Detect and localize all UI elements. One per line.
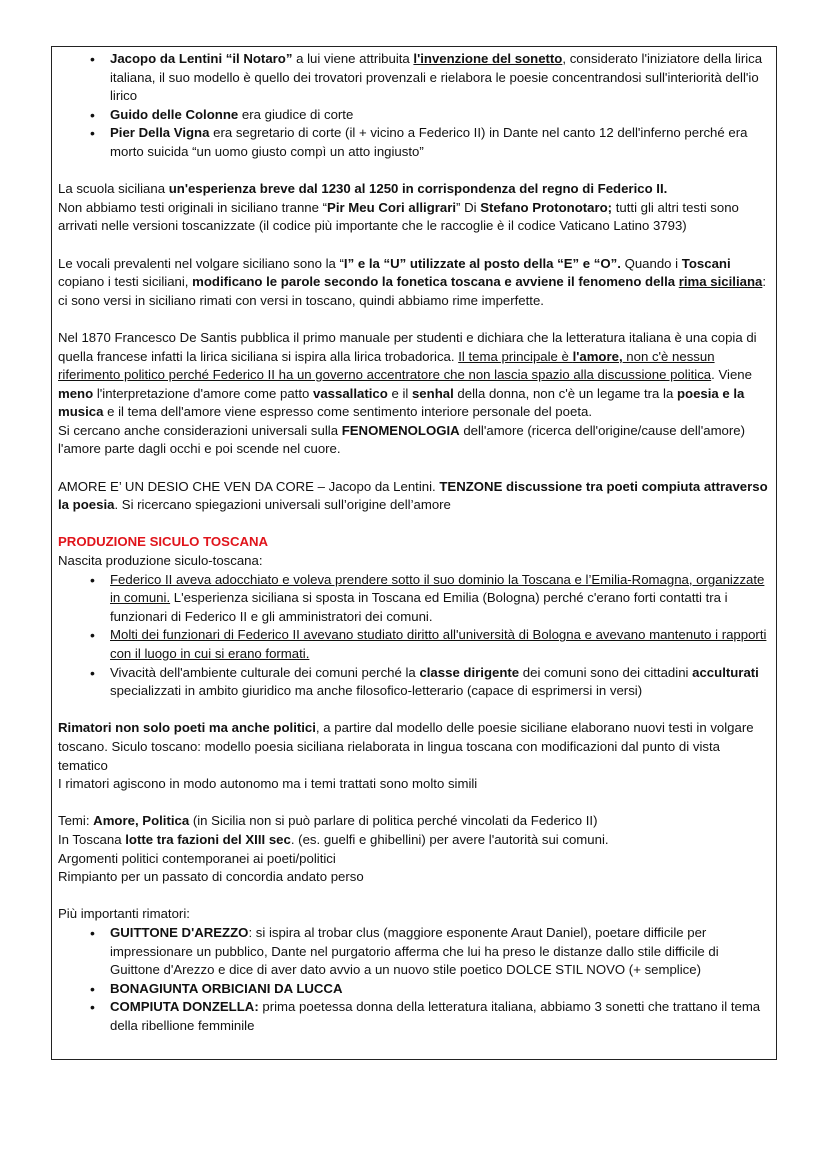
- poets-list: [58, 50, 772, 162]
- paragraph-temi: Temi: Amore, Politica (in Sicilia non si può parlare di politica perché vincolati da Federico II) In Toscana lotte tra fazioni del XIII sec. (es. guelfi e ghibellini) per avere l'autorità sui comuni. Argomenti politici contemporanei ai poeti/politici Rimpianto per un passato di concordia andato perso: [58, 813, 609, 885]
- paragraph-scuola-siciliana: La scuola siciliana un'esperienza breve dal 1230 al 1250 in corrispondenza del regno di Federico II. Non abbiamo testi originali in siciliano tranne “Pir Meu Cori alligrari” Di Stefano Protonotaro; tutti gli altri testi sono arrivati nelle versioni toscanizzate (il codice più importante che le raccoglie è il codice Vaticano Latino 3793): [58, 181, 739, 234]
- list-item: • Federico II aveva adocchiato e voleva prendere sotto il suo dominio la Toscana e l’Emilia-Romagna, organizzate in comuni. L'esperienza siciliana si sposta in Toscana ed Emilia (Bologna) perché c'erano forti contatti tra i funzionari di Federico II e gli amministratori dei comuni.: [110, 571, 772, 627]
- list-item: • GUITTONE D'AREZZO: si ispira al trobar clus (maggiore esponente Araut Daniel), poetare difficile per impressionare un pubblico, Dante nel purgatorio afferma che lui ha preso le distanze dallo stile difficile di Guittone d'Arezzo e dice di aver dato avvio a un nuovo stile poetico DOLCE STIL NOVO (+ semplice): [110, 924, 772, 980]
- list-item: • BONAGIUNTA ORBICIANI DA LUCCA: [110, 980, 772, 999]
- document-body: [58, 50, 772, 1035]
- section-intro: Nascita produzione siculo-toscana:: [58, 553, 263, 569]
- list-item: • Vivacità dell'ambiente culturale dei comuni perché la classe dirigente dei comuni sono dei cittadini acculturati specializzati in ambito giuridico ma anche filosofico-letterario (capace di esprimersi in versi): [110, 664, 772, 701]
- list-item: • Pier Della Vigna era segretario di corte (il + vicino a Federico II) in Dante nel canto 12 dell'inferno perché era morto suicida “un uomo giusto compì un atto ingiusto”: [110, 124, 772, 161]
- rimatori-intro: Più importanti rimatori:: [58, 906, 190, 922]
- paragraph-de-santis: Nel 1870 Francesco De Santis pubblica il primo manuale per studenti e dichiara che la letteratura italiana è una copia di quella francese infatti la lirica siciliana si ispira alla lirica trobadorica. Il tema principale è l'amore, non c'è nessun riferimento politico perché Federico II ha un governo accentratore che non lascia spazio alla discussione politica. Viene meno l'interpretazione d'amore come patto vassallatico e il senhal della donna, non c'è un legame tra la poesia e la musica e il tema dell'amore viene espresso come sentimento interiore personale del poeta. Si cercano anche considerazioni universali sulla FENOMENOLOGIA dell'amore (ricerca dell'origine/cause dell'amore) l'amore parte dagli occhi e poi scende nel cuore.: [58, 329, 757, 457]
- list-item: • Molti dei funzionari di Federico II avevano studiato diritto all'università di Bologna e avevano mantenuto i rapporti con il luogo in cui si erano formati.: [110, 626, 772, 663]
- rimatori-list: [58, 924, 772, 1036]
- section-heading: PRODUZIONE SICULO TOSCANA: [58, 534, 269, 550]
- siculo-toscana-list: [58, 571, 772, 701]
- list-item: • Jacopo da Lentini “il Notaro” a lui viene attribuita l'invenzione del sonetto, considerato l'iniziatore della lirica italiana, il suo modello è quello dei trovatori provenzali e rielabora le poesie concentrandosi sull'interiorità dell'io lirico: [110, 50, 772, 106]
- list-item: • Guido delle Colonne era giudice di corte: [110, 106, 772, 125]
- paragraph-amore-desio: AMORE E’ UN DESIO CHE VEN DA CORE – Jacopo da Lentini. TENZONE discussione tra poeti compiuta attraverso la poesia. Si ricercano spiegazioni universali sull’origine dell’amore: [58, 478, 768, 513]
- paragraph-rimatori: Rimatori non solo poeti ma anche politici, a partire dal modello delle poesie siciliane elaborano nuovi testi in volgare toscano. Siculo toscano: modello poesia siciliana rielaborata in lingua toscana con modificazioni dal punto di vista tematico I rimatori agiscono in modo autonomo ma i temi trattati sono molto simili: [58, 720, 754, 792]
- paragraph-vocali: Le vocali prevalenti nel volgare siciliano sono la “I” e la “U” utilizzate al posto della “E” e “O”. Quando i Toscani copiano i testi siciliani, modificano le parole secondo la fonetica toscana e avviene il fenomeno della rima siciliana: ci sono versi in siciliano rimati con versi in toscano, quindi abbiamo rime imperfette.: [58, 255, 767, 308]
- list-item: • COMPIUTA DONZELLA: prima poetessa donna della letteratura italiana, abbiamo 3 sonetti che trattano il tema della ribellione femminile: [110, 998, 772, 1035]
